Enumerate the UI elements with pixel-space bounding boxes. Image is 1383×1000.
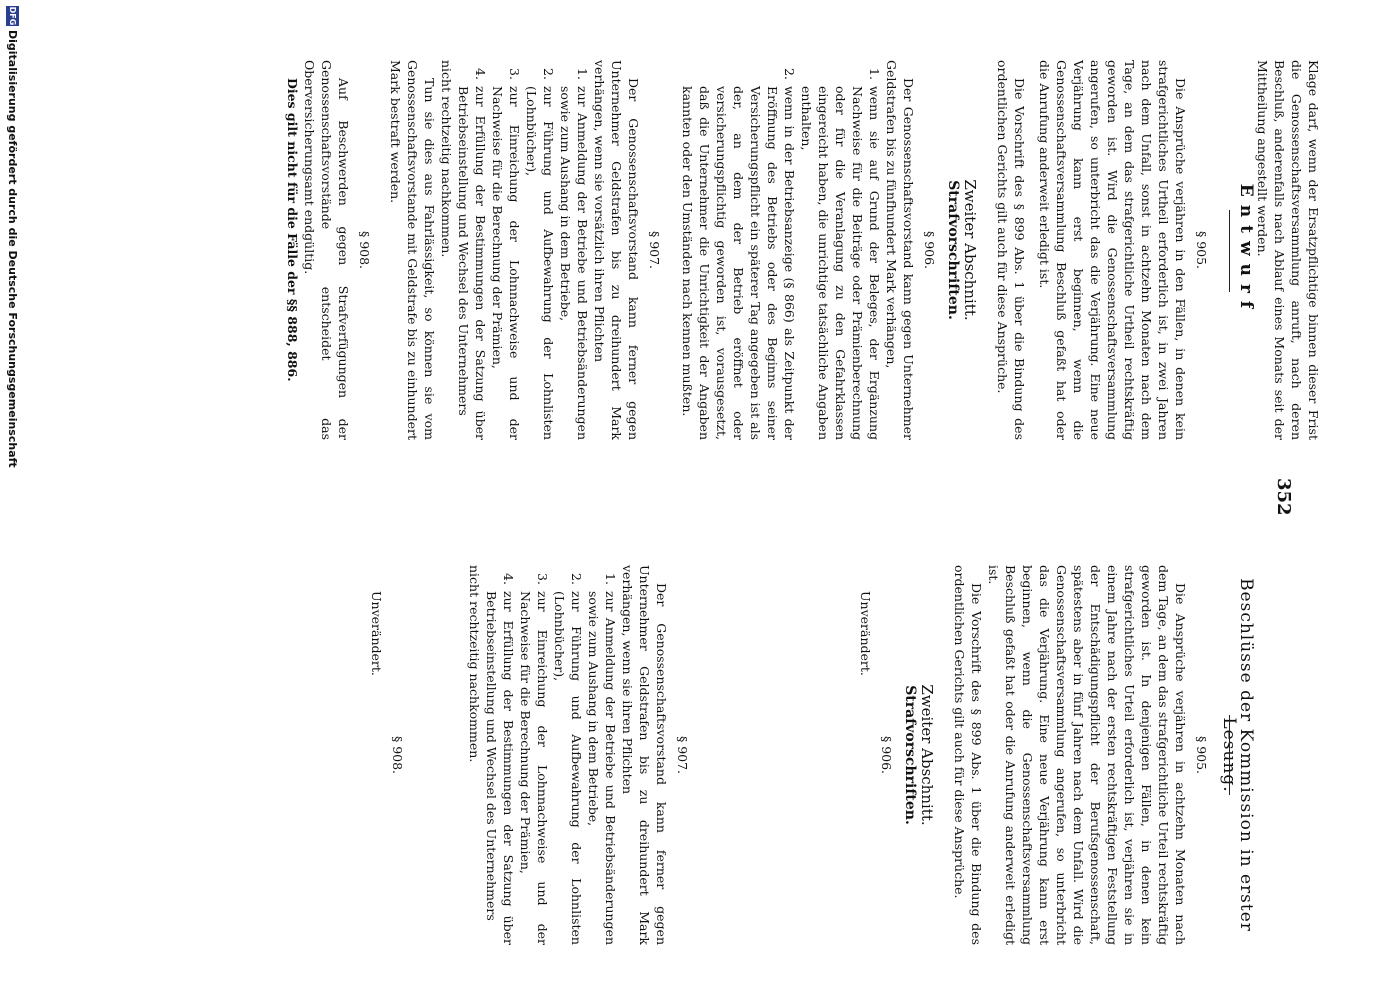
- list-number: 2.: [782, 68, 797, 80]
- section-heading: § 905.: [1194, 230, 1209, 270]
- numbered-list: [483, 565, 619, 945]
- chapter-heading: Zweiter Abschnitt.: [961, 179, 979, 321]
- list-item: [517, 565, 551, 945]
- list-text: zur Einreichung der Lohnnachweise und der Nachweise für die Berechnung der Prämien,: [518, 591, 550, 945]
- page-number: 352: [1273, 478, 1294, 516]
- list-text: zur Anmeldung der Betriebe und Betriebsänderungen sowie zum Aushang in dem Betriebe,: [586, 591, 618, 945]
- list-text: zur Erfüllung der Bestimmungen der Satzung über Betriebseinstellung und Wechsel des Unternehmers: [456, 86, 488, 440]
- list-text: zur Führung und Aufbewahrung der Lohnlisten (Lohnbücher),: [524, 86, 556, 440]
- section-text: Dies gilt nicht für die Fälle der §§ 888, 886.: [285, 78, 300, 382]
- section-heading: § 907.: [647, 230, 662, 270]
- dfg-logo: DFG: [8, 6, 17, 26]
- draft-column: [0, 60, 1320, 440]
- footer-credit: Digitalisierung gefördert durch die Deutsche Forschungsgemeinschaft: [6, 30, 19, 468]
- list-number: 4.: [501, 573, 516, 585]
- list-number: 3.: [507, 68, 522, 80]
- list-number: 4.: [473, 68, 488, 80]
- section-heading: § 905.: [1194, 735, 1209, 775]
- list-item: [798, 60, 883, 440]
- draft-intro: Klage darf, wenn der Ersatzpflichtige binnen dieser Frist die Genossenschaftsversammlung anruft, nach deren Beschluß, anderenfalls nach Ablauf eines Monats seit der Mittheilung angestellt werden.: [1255, 60, 1321, 440]
- section-text: Auf Beschwerden gegen Strafverfügungen der Genossenschaftsvorstände entscheidet das Oberversicherungsamt endgültig.: [302, 60, 351, 440]
- section-text: nicht rechtzeitig nachkommen.: [439, 60, 454, 258]
- list-item: [551, 565, 585, 945]
- heading-rule: [1229, 715, 1230, 795]
- draft-intro-block: [1254, 60, 1322, 440]
- numbered-list: [679, 60, 883, 440]
- section-text: Tun sie dies aus Fahrlässigkeit, so können sie vom Genossenschaftsvorstande mit Geldstrafe bis zu einhundert Mark bestraft werden.: [388, 60, 437, 440]
- draft-heading: Entwurf: [1236, 183, 1256, 317]
- list-item: [679, 60, 798, 440]
- list-number: 1.: [867, 68, 882, 80]
- section-text: Der Genossenschaftsvorstand kann ferner gegen Unternehmer Geldstrafen bis zu dreihundert Mark verhängen, wenn sie vorsätzlich ihren Pflichten: [592, 60, 641, 440]
- unchanged-note: Unverändert.: [369, 591, 384, 676]
- section-text: Der Genossenschaftsvorstand kann gegen Unternehmer Geldstrafen bis zu fünfhundert Mark verhängen,: [884, 60, 916, 440]
- list-text: zur Erfüllung der Bestimmungen der Satzung über Betriebseinstellung und Wechsel des Unternehmers: [484, 591, 516, 945]
- section-text: Die Ansprüche verjähren in achtzehn Monaten nach dem Tage, an dem das strafgerichtliche Urteil rechtskräftig geworden ist. In denjenigen Fällen, in denen kein strafgerichtliches Urteil erforderlich ist, verjähren sie in einem Jahre nach der ersten rechtskräftigen Feststellung der Entschädigungspflicht der Berufsgenossenschaft, spätestens aber in fünf Jahren nach dem Unfall. Wird die Genossenschaftsversammlung angerufen, so unterbricht das die Verjährung. Eine neue Verjährung kann erst beginnen, wenn die Genossenschaftsversammlung Beschluß gefaßt hat oder die Anrufung anderweit erledigt ist.: [986, 565, 1188, 945]
- list-text: zur Anmeldung der Betriebe und Betriebsänderungen sowie zum Aushang in dem Betriebe,: [558, 86, 590, 440]
- section-heading: § 908.: [390, 735, 405, 775]
- list-item: [557, 60, 591, 440]
- section-heading: § 907.: [675, 735, 690, 775]
- section-text: nicht rechtzeitig nachkommen.: [467, 565, 482, 763]
- list-item: [489, 60, 523, 440]
- list-number: 1.: [575, 68, 590, 80]
- list-text: zur Einreichung der Lohnnachweise und der Nachweise für die Berechnung der Prämien,: [490, 86, 522, 440]
- section-heading: § 908.: [357, 230, 372, 270]
- subhead: Strafvorschriften.: [945, 180, 961, 320]
- list-item: [523, 60, 557, 440]
- section-heading: § 906.: [879, 735, 894, 775]
- heading-rule: [1229, 210, 1230, 292]
- section-text: Die Ansprüche verjähren in den Fällen, in denen kein strafgerichtliches Urtheil erforderlich ist, in zwei Jahren nach dem Unfall, sonst in achtzehn Monaten nach dem Tage, an dem das strafgerichtliche Urtheil rechtskräftig geworden ist. Wird die Genossenschaftsversammlung angerufen, so unterbricht das die Verjährung. Eine neue Verjährung kann erst beginnen, wenn die Genossenschaftsversammlung Beschluß gefaßt hat oder die Anrufung anderweit erledigt ist.: [1037, 60, 1188, 440]
- commission-body: [368, 565, 1216, 945]
- numbered-list: [455, 60, 591, 440]
- list-number: 1.: [603, 573, 618, 585]
- draft-body: [284, 60, 1216, 440]
- list-number: 2.: [569, 573, 584, 585]
- section-text: Die Vorschrift des § 899 Abs. 1 über die Bindung des ordentlichen Gerichts gilt auch für diese Ansprüche.: [995, 60, 1027, 440]
- section-heading: § 906.: [922, 230, 937, 270]
- commission-column: [0, 565, 1320, 945]
- commission-heading: Beschlüsse der Kommission in erster Lesung.: [1219, 578, 1256, 932]
- list-item: [585, 565, 619, 945]
- unchanged-note: Unverändert.: [858, 591, 873, 676]
- chapter-heading: Zweiter Abschnitt.: [918, 684, 936, 826]
- section-text: Der Genossenschaftsvorstand kann ferner gegen Unternehmer Geldstrafen bis zu dreihundert Mark verhängen, wenn sie ihren Pflichten: [620, 565, 669, 945]
- digitization-footer: [0, 0, 24, 1000]
- subhead: Strafvorschriften.: [902, 685, 918, 825]
- list-item: [483, 565, 517, 945]
- list-text: zur Führung und Aufbewahrung der Lohnlisten (Lohnbücher),: [552, 591, 584, 945]
- list-text: wenn in der Betriebsanzeige (§ 866) als Zeitpunkt der Eröffnung des Betriebs oder des Beginns seiner Versicherungspflicht ein späterer Tag angegeben ist als der, an dem der Betrieb eröffnet oder versicherungspflichtig geworden ist, vorausgesetzt, daß die Unternehmer die Unrichtigkeit der Angaben kannten oder den Umständen nach kennen mußten.: [680, 86, 797, 440]
- list-number: 3.: [535, 573, 550, 585]
- section-text: Die Vorschrift des § 899 Abs. 1 über die Bindung des ordentlichen Gerichts gilt auch für diese Ansprüche.: [952, 565, 984, 945]
- list-number: 2.: [541, 68, 556, 80]
- list-item: [455, 60, 489, 440]
- list-text: wenn sie auf Grund der Beleges, der Ergänzung Nachweise für die Beiträge oder Prämienberechnung oder für die Veranlagung zu den Gefahrklassen eingereicht haben, die unrichtige tatsächliche Angaben enthalten,: [799, 86, 882, 440]
